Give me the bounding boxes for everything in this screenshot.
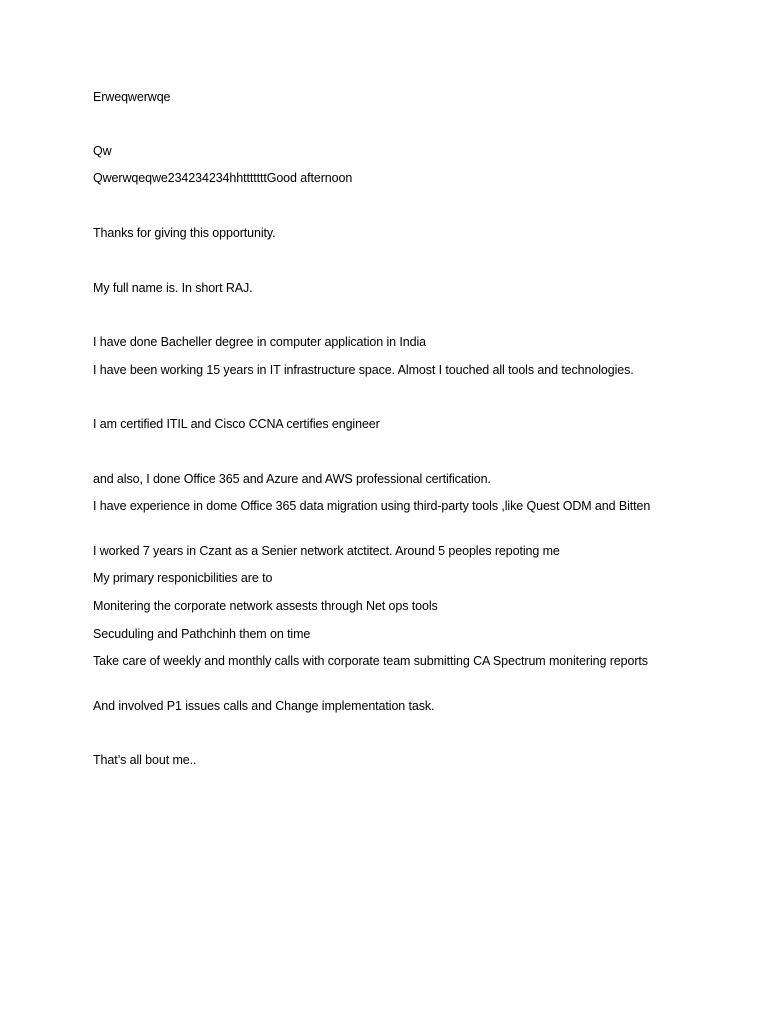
text-line-responsibilities: My primary responicbilities are to <box>93 571 273 585</box>
text-line-weekly-calls: Take care of weekly and monthly calls with corporate team submitting CA Spectrum monitering reports <box>93 654 648 668</box>
text-line-worked: I worked 7 years in Czant as a Senier network atctitect. Around 5 peoples repoting me <box>93 544 560 558</box>
text-line-qw: Qw <box>93 144 112 158</box>
text-line-title: Erweqwerwqe <box>93 90 171 104</box>
text-line-certified: I am certified ITIL and Cisco CCNA certifies engineer <box>93 417 380 431</box>
text-line-degree: I have done Bacheller degree in computer application in India <box>93 335 427 349</box>
text-line-monitoring: Monitering the corporate network assests through Net ops tools <box>93 599 438 613</box>
text-line-office365-cert: and also, I done Office 365 and Azure and AWS professional certification. <box>93 472 491 486</box>
text-line-closing: That’s all bout me.. <box>93 753 197 767</box>
text-line-thanks: Thanks for giving this opportunity. <box>93 226 276 240</box>
text-line-name: My full name is. In short RAJ. <box>93 281 253 295</box>
text-line-migration: I have experience in dome Office 365 data migration using third-party tools ,like Quest ODM and Bitten <box>93 499 651 513</box>
text-line-p1-issues: And involved P1 issues calls and Change implementation task. <box>93 699 435 713</box>
text-line-greeting: Qwerwqeqwe234234234hhtttttttGood afternoon <box>93 171 353 185</box>
text-line-experience-years: I have been working 15 years in IT infrastructure space. Almost I touched all tools and technologies. <box>93 363 634 377</box>
text-line-scheduling: Secuduling and Pathchinh them on time <box>93 627 311 641</box>
